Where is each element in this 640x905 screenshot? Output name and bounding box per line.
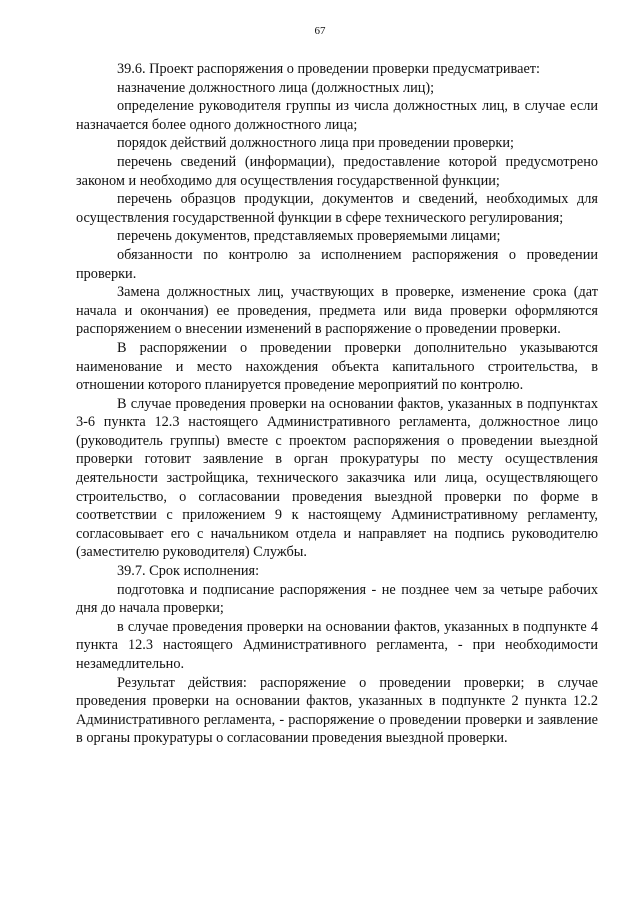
- paragraph-samples-list: перечень образцов продукции, документов и сведений, необходимых для осуществления государственной функции в сфере технического регулирования;: [76, 191, 598, 226]
- paragraph-control-duties: обязанности по контролю за исполнением распоряжения о проведении проверки.: [76, 246, 598, 282]
- paragraph-39-6-heading: 39.6. Проект распоряжения о проведении проверки предусматривает:: [117, 61, 541, 77]
- document-body: [76, 60, 598, 748]
- paragraph-deadline-immediate: в случае проведения проверки на основании фактов, указанных в подпункте 4 пункта 12.3 настоящего Административного регламента, - при необходимости незамедлительно.: [76, 618, 598, 672]
- paragraph-result: Результат действия: распоряжение о проведении проверки; в случае проведения проверки на основании фактов, указанных в подпункте 2 пункта 12.2 Административного регламента, - распоряжение о проведении проверки и заявление в органы прокуратуры о согласовании проведения выездной проверки.: [76, 674, 598, 747]
- paragraph-replacement: Замена должностных лиц, участвующих в проверке, изменение срока (дат начала и окончания) ее проведения, предмета или вида проверки оформляются распоряжением о внесении изменений в распоряжение о проведении проверки.: [76, 284, 598, 338]
- paragraph-information-list: перечень сведений (информации), предоставление которой предусмотрено законом и необходимо для осуществления государственной функции;: [76, 153, 598, 189]
- paragraph-assignment: назначение должностного лица (должностных лиц);: [117, 79, 435, 96]
- paragraph-object-location: В распоряжении о проведении проверки дополнительно указываются наименование и место нахождения объекта капитального строительства, в отношении которого планируется проведение мероприятий по контролю.: [76, 339, 598, 394]
- paragraph-documents-list: перечень документов, представляемых проверяемыми лицами;: [117, 228, 501, 245]
- paragraph-prosecutor-application: В случае проведения проверки на основании фактов, указанных в подпунктах 3-6 пункта 12.3 настоящего Административного регламента, должностное лицо (руководитель группы) вместе с проектом распоряжения о проведении выездной проверки готовит заявление в орган прокуратуры по месту осуществления деятельности застройщика, технического заказчика или лица, осуществляющего строительство, о согласовании проведения выездной проверки по форме в соответствии с приложением 9 к настоящему Административному регламенту, согласовывает его с начальником отдела и направляет на подпись руководителю (заместителю руководителя) Службы.: [76, 395, 598, 561]
- page-number: 67: [314, 25, 326, 37]
- paragraph-procedure: порядок действий должностного лица при проведении проверки;: [117, 135, 514, 152]
- paragraph-group-leader: определение руководителя группы из числа должностных лиц, в случае если назначается более одного должностного лица;: [76, 98, 598, 133]
- paragraph-deadline-signing: подготовка и подписание распоряжения - не позднее чем за четыре рабочих дня до начала проверки;: [76, 581, 598, 617]
- paragraph-39-7-heading: 39.7. Срок исполнения:: [117, 563, 260, 580]
